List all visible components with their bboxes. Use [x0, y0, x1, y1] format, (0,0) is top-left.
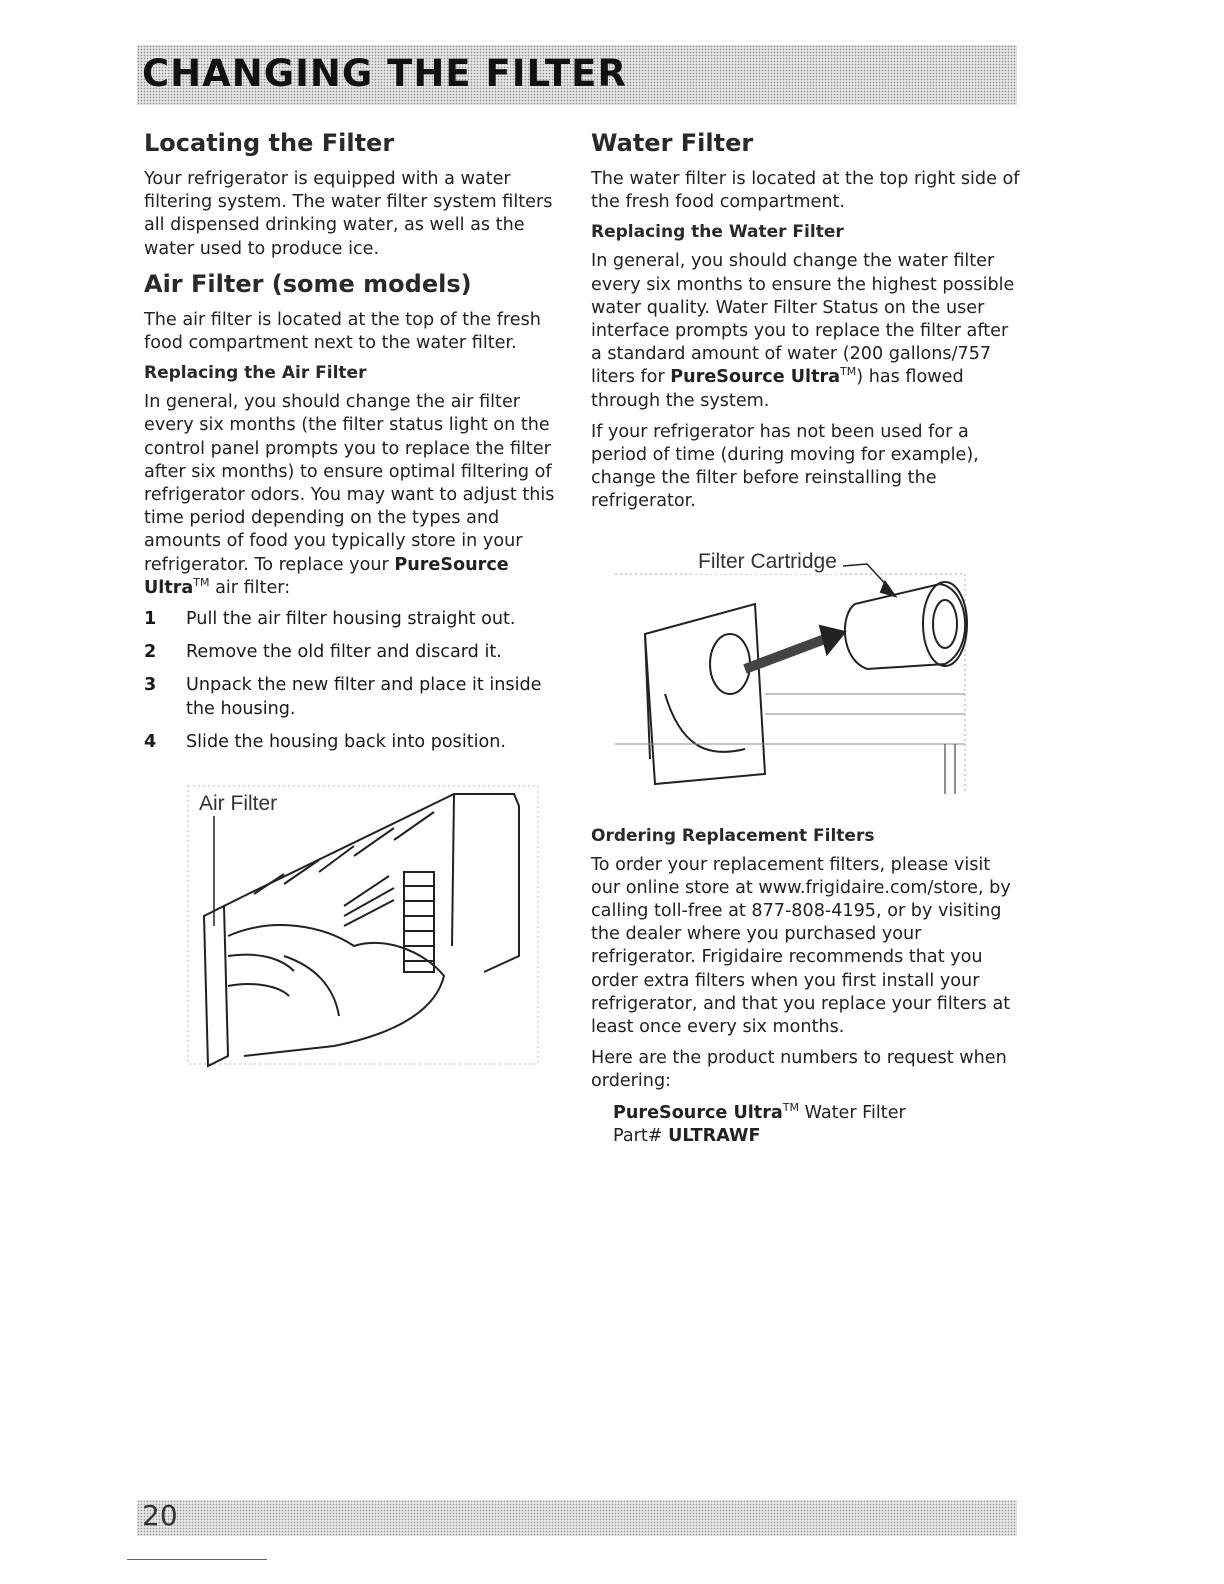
air-filter-illustration — [184, 776, 544, 1076]
page-number: 20 — [142, 1499, 178, 1532]
unused-refrigerator-text: If your refrigerator has not been used for a period of time (during moving for example), change the filter before reinstalling the refrigerator. — [591, 421, 979, 512]
locating-text: Your refrigerator is equipped with a water filtering system. The water filter system filters all dispensed drinking water, as well as the water used to produce ice. — [144, 169, 553, 259]
step-text: Unpack the new filter and place it inside the housing. — [186, 675, 542, 719]
page-title: CHANGING THE FILTER — [142, 52, 627, 95]
list-item — [144, 674, 564, 720]
brand-name: PureSource Ultra — [144, 554, 509, 598]
part-line — [613, 1125, 1021, 1148]
part-label: Part# — [613, 1125, 669, 1146]
replacing-air-filter-suffix: air filter: — [209, 577, 291, 598]
right-column — [591, 128, 1021, 1148]
trademark: TM — [193, 575, 210, 589]
replacing-water-filter-body: In general, you should change the water filter every six months to ensure the highest possible water quality. Water Filter Status on the user interface prompts you to replace the filter after a standard amount of water (200 gallons/757 liters for — [591, 251, 1015, 388]
footer-bar — [137, 1500, 1017, 1536]
step-number: 3 — [144, 675, 157, 696]
list-item — [144, 608, 564, 631]
replacing-air-filter-heading: Replacing the Air Filter — [144, 363, 367, 384]
replacing-air-filter-text — [144, 391, 564, 600]
air-filter-label: Air Filter — [196, 792, 280, 816]
air-filter-text: The air filter is located at the top of the fresh food compartment next to the water filter. — [144, 309, 541, 354]
step-number: 2 — [144, 642, 157, 663]
step-number: 1 — [144, 609, 157, 630]
ordering-heading: Ordering Replacement Filters — [591, 825, 875, 846]
step-text: Remove the old filter and discard it. — [186, 642, 502, 663]
product-line — [613, 1102, 1021, 1125]
product-brand: PureSource Ultra — [613, 1102, 783, 1123]
filter-cartridge-label: Filter Cartridge — [695, 550, 840, 574]
step-text: Pull the air filter housing straight out. — [186, 609, 516, 630]
part-number: ULTRAWF — [668, 1125, 761, 1146]
water-filter-heading: Water Filter — [591, 129, 754, 157]
product-name: Water Filter — [798, 1102, 906, 1123]
step-number: 4 — [144, 731, 157, 752]
water-filter-text: The water filter is located at the top right side of the fresh food compartment. — [591, 169, 1020, 213]
step-text: Slide the housing back into position. — [186, 731, 507, 752]
replacing-water-filter-suffix: ) has flowed through the system. — [591, 367, 964, 411]
left-column — [144, 128, 564, 1076]
ordering-text: To order your replacement filters, please visit our online store at www.frigidaire.com/store, by calling toll-free at 877-808-4195, or by visiting the dealer where you purchased your refrigerator. Frigidaire recommends that you order extra filters when you first install your refrigerator, and that you replace your filters at least once every six months. — [591, 854, 1011, 1038]
brand-name: PureSource Ultra — [670, 367, 841, 388]
air-filter-heading: Air Filter (some models) — [144, 269, 472, 298]
trademark: TM — [840, 365, 857, 379]
water-filter-figure — [605, 544, 977, 804]
replacing-water-filter-text — [591, 250, 1021, 412]
list-item — [144, 731, 564, 754]
replacing-air-filter-body: In general, you should change the air filter every six months (the filter status light on the control panel prompts you to replace the filter after six months) to ensure optimal filtering of refrigerator odors. You may want to adjust this time period depending on the types and amounts of food you typically store in your refrigerator. To replace your — [144, 392, 555, 575]
trademark: TM — [782, 1100, 799, 1114]
list-item — [144, 641, 564, 664]
air-filter-steps — [144, 608, 564, 754]
locating-heading: Locating the Filter — [144, 129, 395, 157]
footer-divider — [127, 1559, 267, 1560]
product-info — [591, 1102, 1021, 1148]
water-filter-illustration — [605, 544, 977, 804]
replacing-water-filter-heading: Replacing the Water Filter — [591, 222, 844, 243]
air-filter-figure — [184, 776, 544, 1076]
product-intro: Here are the product numbers to request when ordering: — [591, 1048, 1007, 1092]
